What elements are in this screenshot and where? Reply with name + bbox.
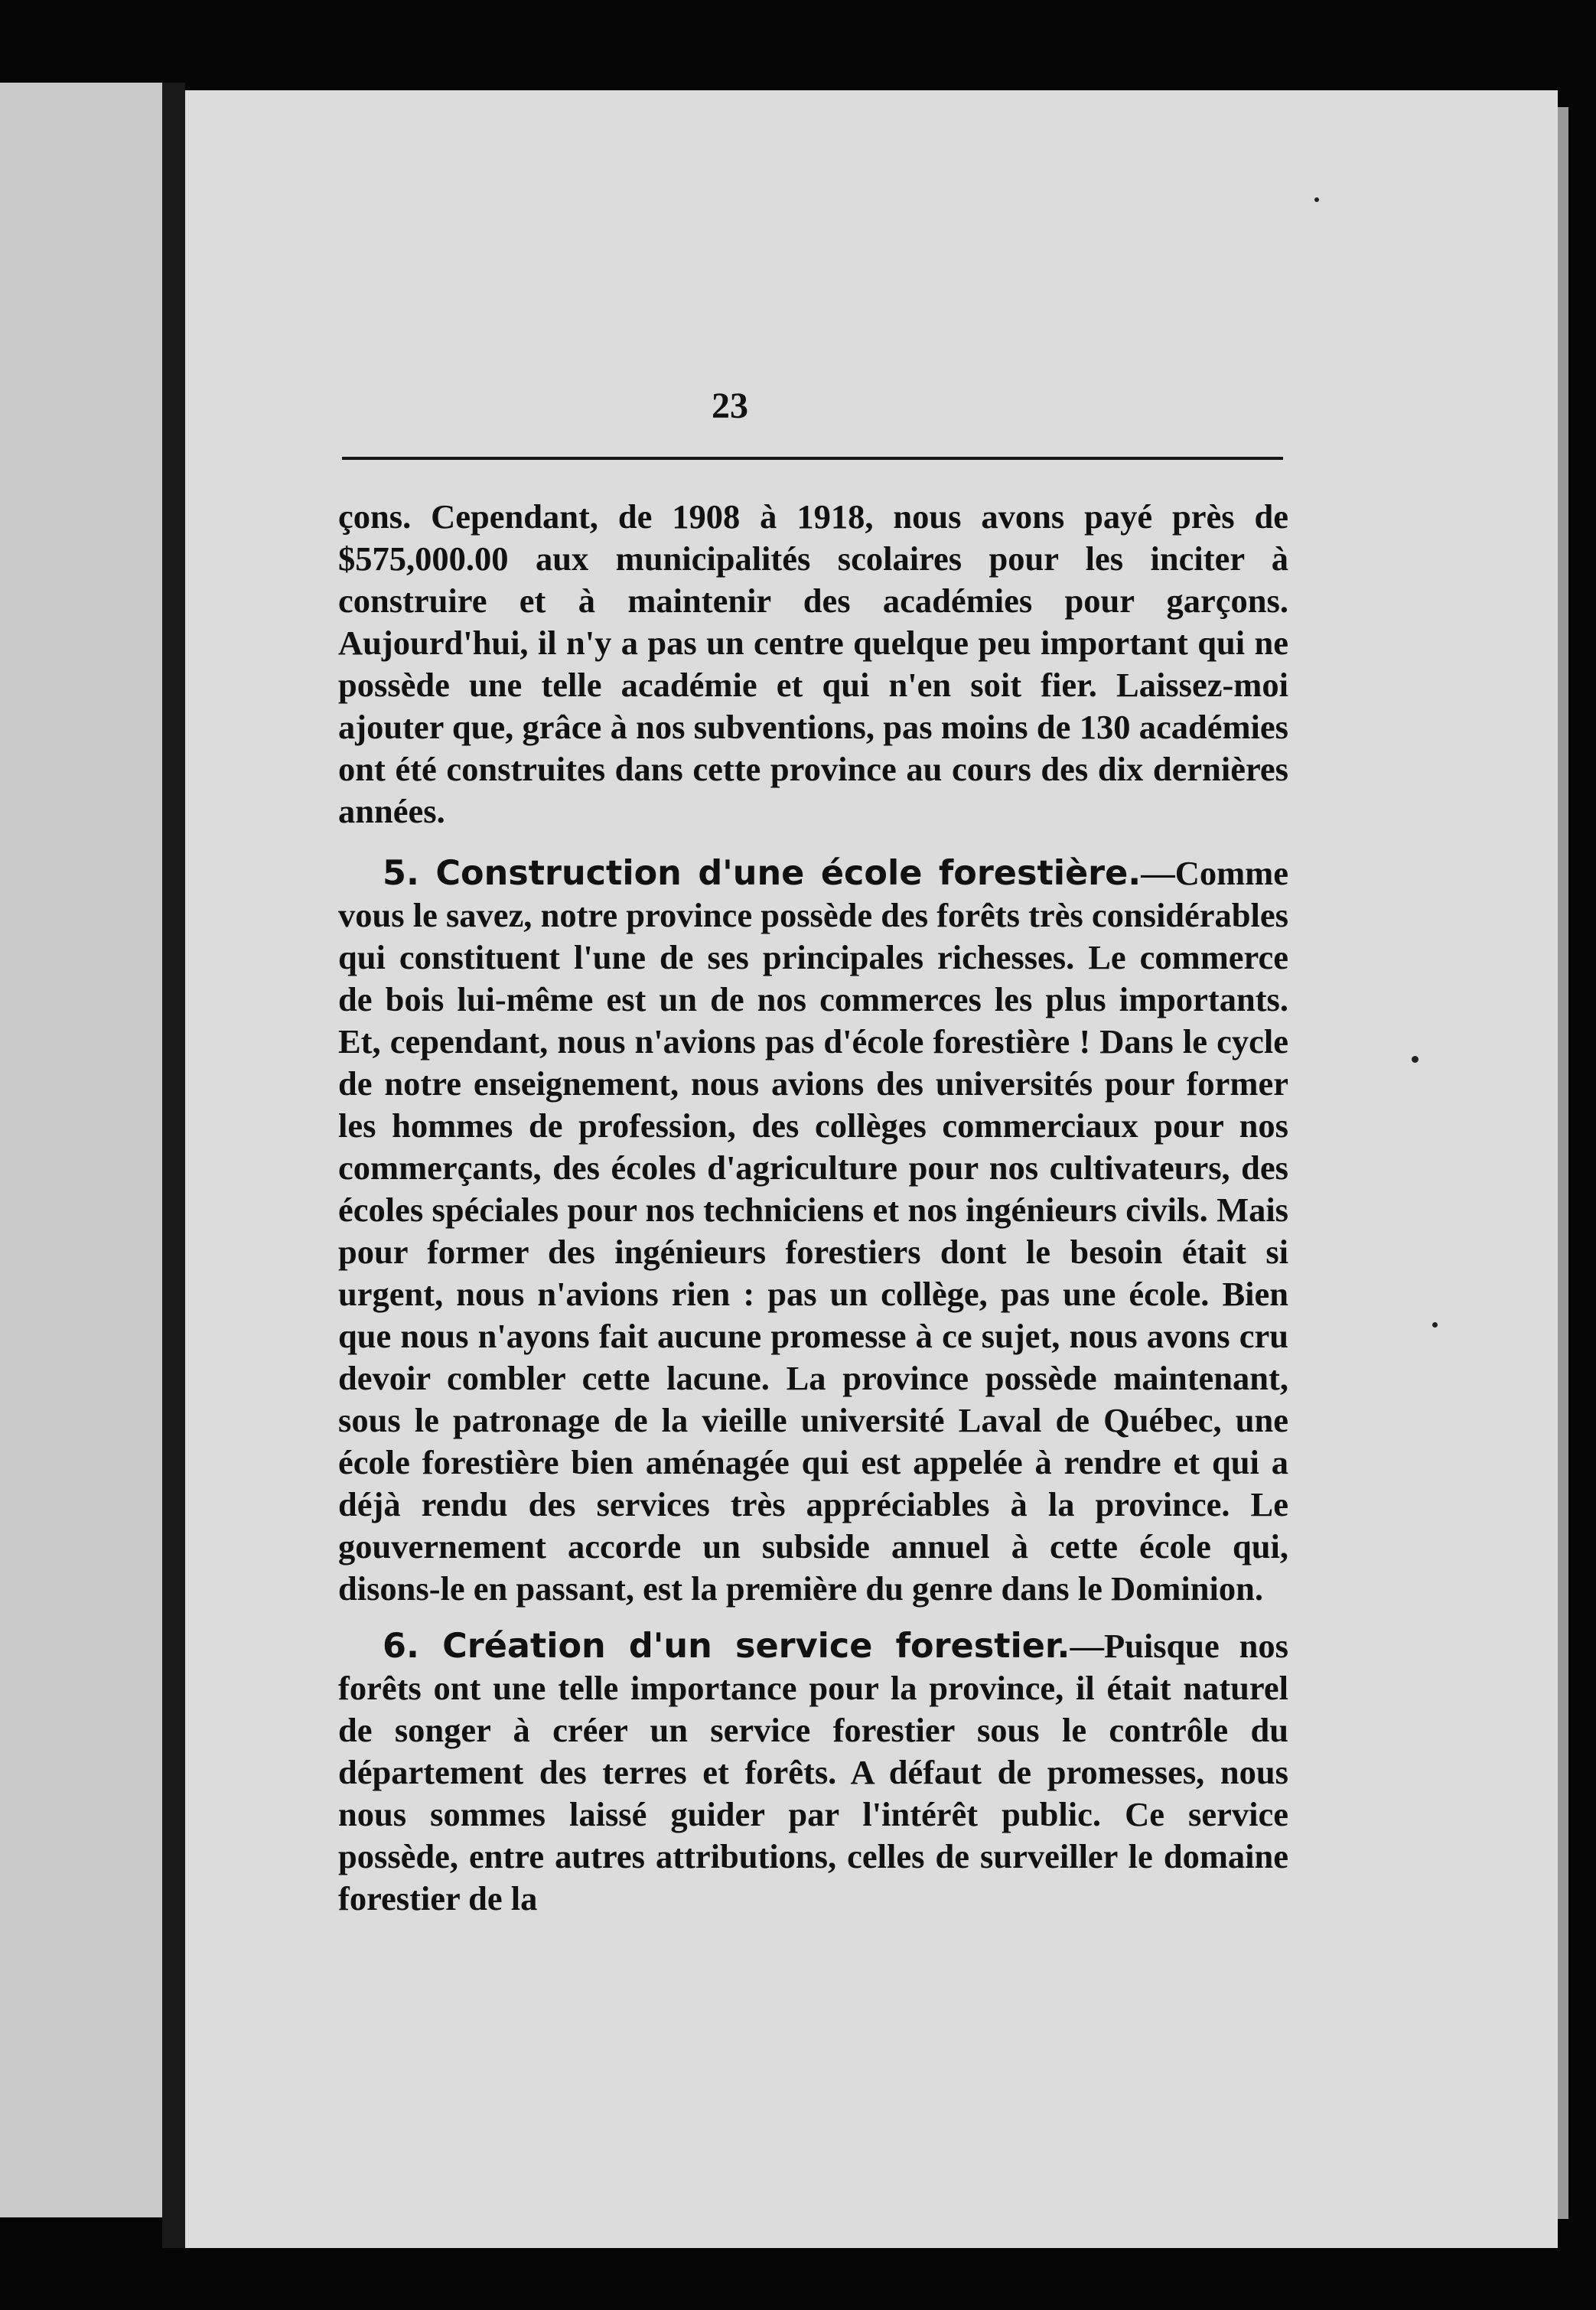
section-5-paragraph [338, 852, 1288, 1610]
section-6-paragraph [338, 1625, 1288, 1920]
paragraph-text: çons. Cependant, de 1908 à 1918, nous avons payé près de $575,000.00 aux municipalités scolaires pour les inciter à construire et à maintenir des académies pour garçons. Aujourd'hui, il n'y a pas un centre quelque peu important qui ne possède une telle académie et qui n'en soit fier. Laissez-moi ajouter que, grâce à nos subventions, pas moins de 130 académies ont été construites dans cette province au cours des dix dernières années. [338, 497, 1288, 830]
paragraph-text: —Puisque nos forêts ont une telle importance pour la province, il était naturel de songer à créer un service forestier sous le contrôle du département des terres et forêts. A défaut de promesses, nous nous sommes laissé guider par l'intérêt public. Ce service possède, entre autres attributions, celles de surveiller le domaine forestier de la [338, 1627, 1288, 1917]
paragraph-text: —Comme vous le savez, notre province possède des forêts très considérables qui constituent l'une de ses principales richesses. Le commerce de bois lui-même est un de nos commerces les plus importants. Et, cependant, nous n'avions pas d'école forestière ! Dans le cycle de notre enseignement, nous avions des universités pour former les hommes de profession, des collèges commerciaux pour nos commerçants, des écoles d'agriculture pour nos cultivateurs, des écoles spéciales pour nos techniciens et nos ingénieurs civils. Mais pour former des ingénieurs forestiers dont le besoin était si urgent, nous n'avions rien : pas un collège, pas une école. Bien que nous n'ayons fait aucune promesse à ce sujet, nous avons cru devoir combler cette lacune. La province possède maintenant, sous le patronage de la vieille université Laval de Québec, une école forestière bien aménagée qui est appelée à rendre et qui a déjà rendu des services très appréciables à la province. Le gouvernement accorde un subside annuel à cette école qui, disons-le en passant, est la première du genre dans le Dominion. [338, 854, 1288, 1608]
page-number-text: 23 [712, 386, 748, 426]
section-heading: 6. Création d'un service forestier. [383, 1627, 1070, 1666]
scan-speck [1412, 1056, 1418, 1063]
page-right-edge [1558, 107, 1568, 2219]
header-rule [342, 457, 1283, 460]
body-text [338, 496, 1288, 1935]
scan-speck [1314, 197, 1319, 202]
adjacent-page-edge [0, 83, 162, 2217]
book-page [185, 90, 1558, 2248]
section-heading: 5. Construction d'une école forestière. [383, 854, 1142, 893]
page-number [185, 385, 1558, 427]
scan-speck [1432, 1322, 1438, 1328]
book-spine [162, 83, 185, 2248]
paragraph-continued [338, 496, 1288, 832]
